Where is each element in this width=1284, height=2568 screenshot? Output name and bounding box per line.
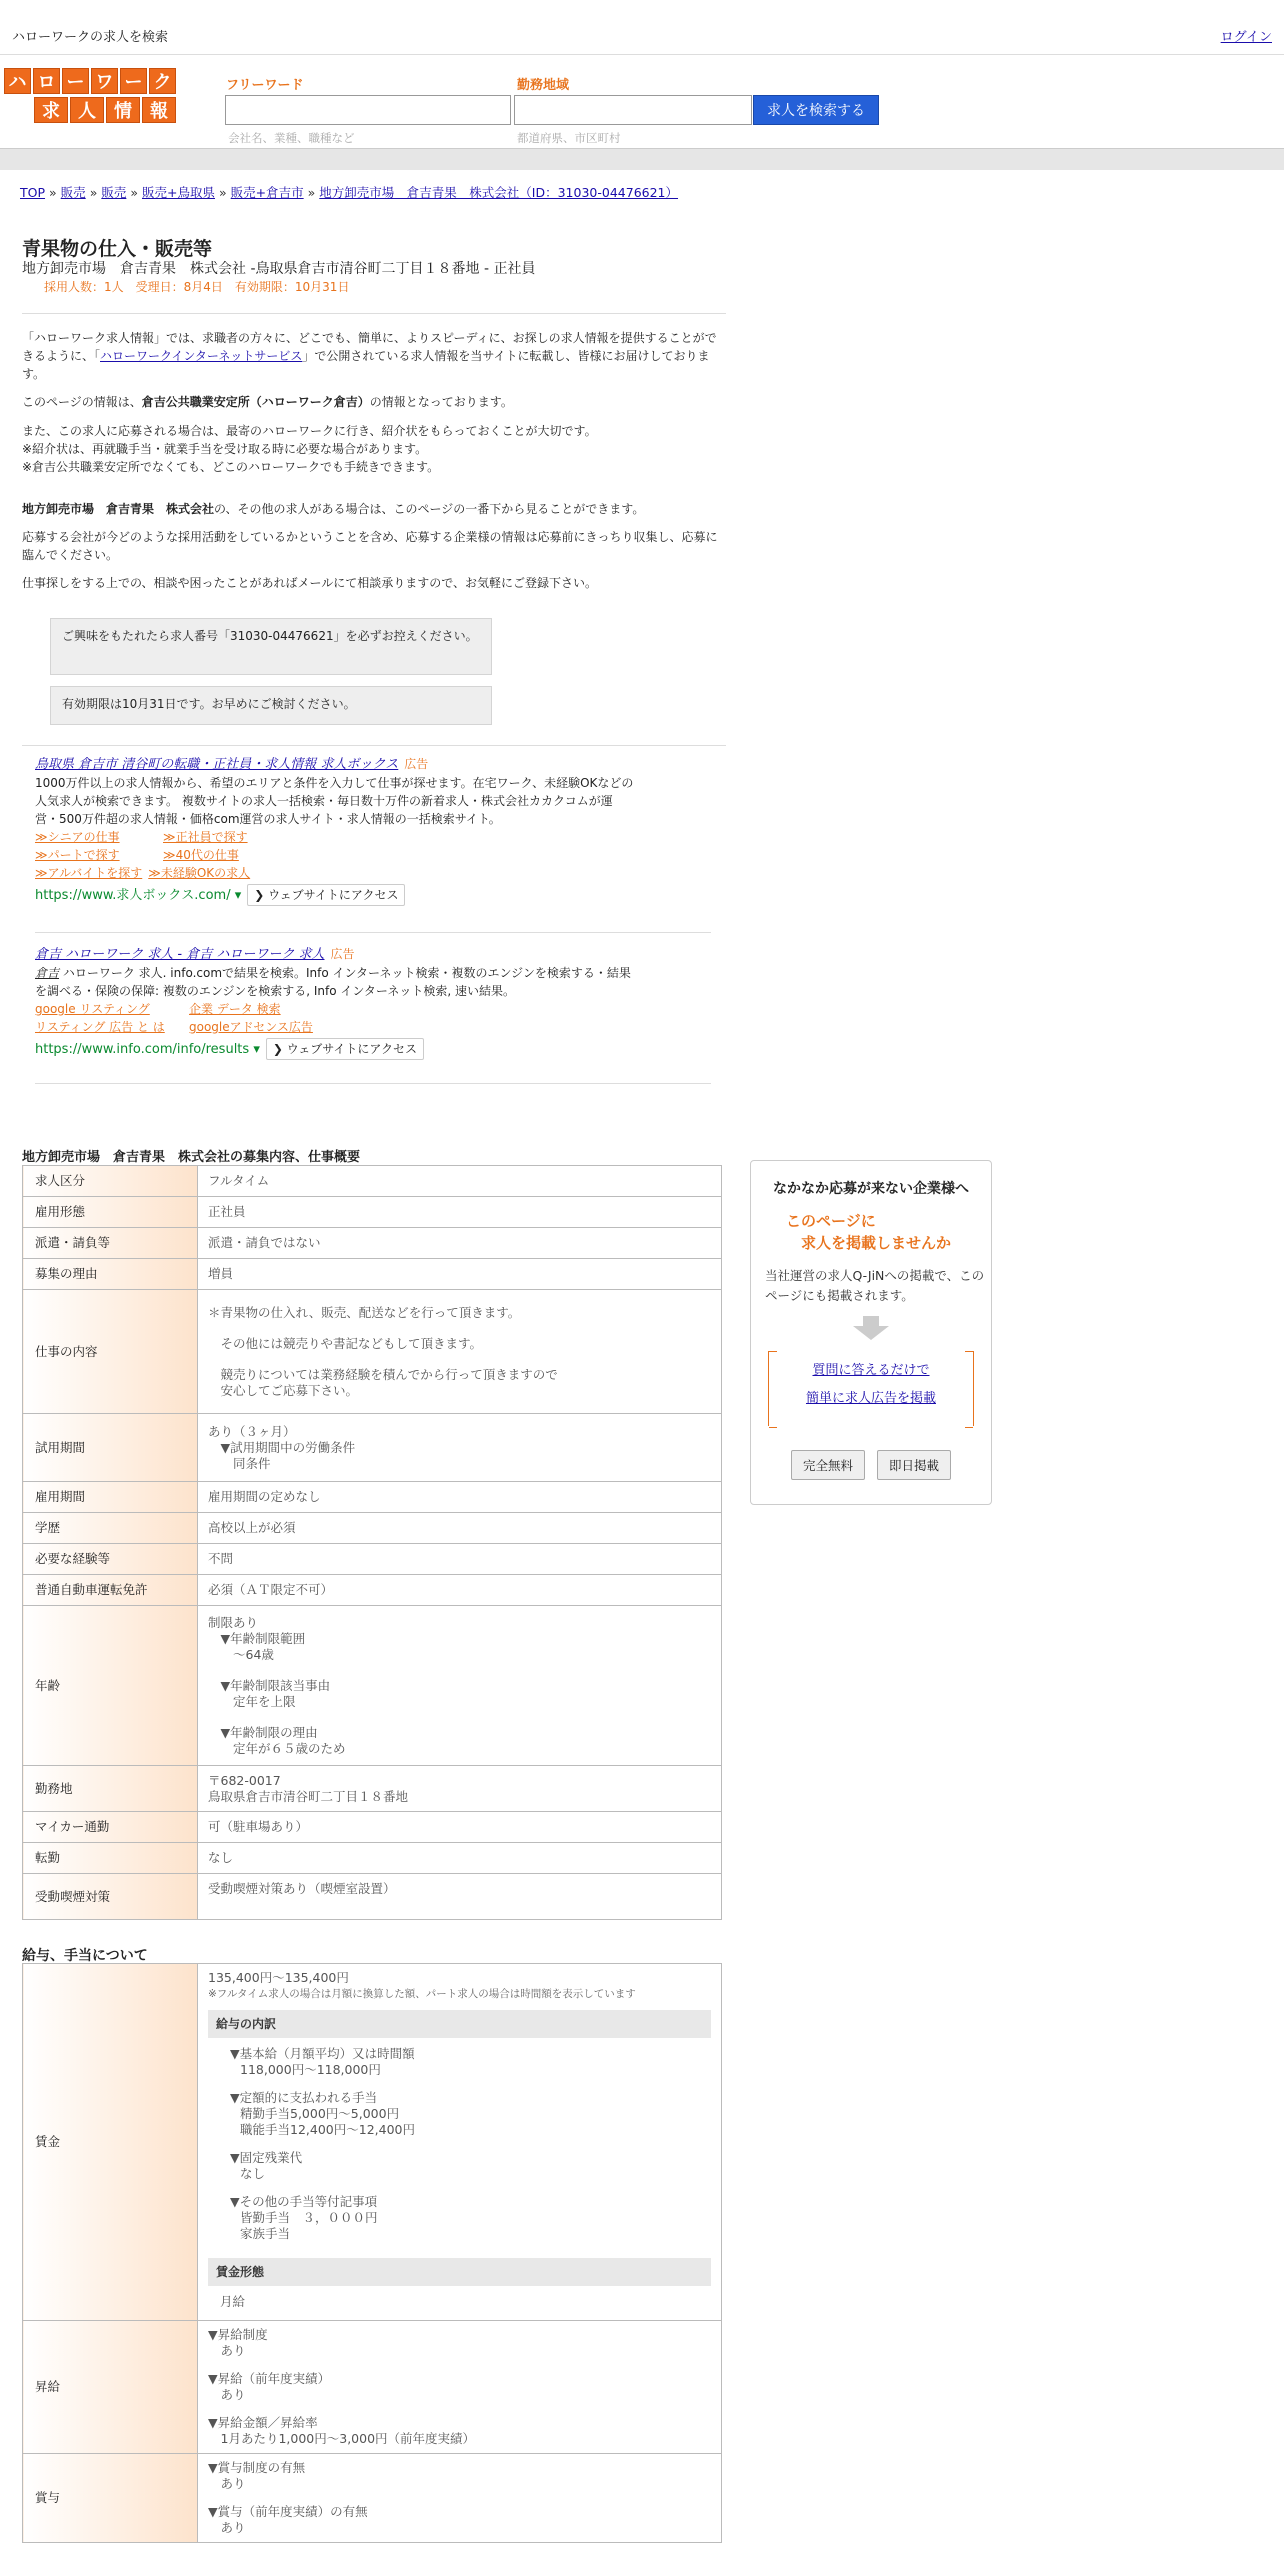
ad-sitelink[interactable]: ≫未経験OKの求人 (148, 866, 251, 880)
visit-website-label: ウェブサイトにアクセス (286, 1042, 418, 1056)
site-caption: ハローワークの求人を検索 (12, 30, 169, 45)
breadcrumb-link[interactable]: 販売 (101, 185, 127, 200)
same-day-posting-button[interactable]: 即日掲載 (877, 1450, 951, 1480)
visit-website-label: ウェブサイトにアクセス (268, 888, 399, 902)
sidebar-heading: なかなか応募が来ない企業様へ (773, 1181, 969, 1197)
ad-title-link[interactable]: 倉吉 ハローワーク 求人 - 倉吉 ハローワーク 求人 (35, 947, 325, 962)
breakdown-heading: 給与の内訳 (208, 2010, 711, 2038)
breakdown-group (230, 2090, 711, 2138)
row-label: 派遣・請負等 (23, 1228, 198, 1259)
row-value (198, 1197, 722, 1228)
breakdown-group (230, 2194, 711, 2242)
ad-block (35, 945, 655, 1060)
pay-form-value: 月給 (220, 2294, 246, 2309)
area-hint: 都道府県、市区町村 (517, 131, 621, 145)
summary-row (23, 1414, 722, 1482)
breadcrumb (20, 183, 678, 201)
value-line: 〜64歳 (208, 1646, 274, 1662)
row-label: マイカー通勤 (23, 1812, 198, 1843)
breakdown-line: なし (240, 2166, 266, 2181)
row-label: 雇用形態 (23, 1197, 198, 1228)
row-label: 勤務地 (23, 1766, 198, 1812)
ad-description: 1000万件以上の求人情報から、希望のエリアと条件を入力して仕事が探せます。在宅ワーク、未経験OKなどの人気求人が検索できます。 複数サイトの求人一括検索・毎日数十万件の新着求人・株式会社カカクコムが運営・500万件超の求人情報・価格com運営の求人サイト・求人情報の一括検索サイト。 (35, 776, 634, 826)
summary-row (23, 1544, 722, 1575)
ad-sitelink[interactable]: ≫正社員で探す (163, 830, 248, 844)
company-name: 地方卸売市場 倉吉青果 株式会社 (22, 502, 215, 516)
ad-sitelink[interactable]: ≫シニアの仕事 (35, 830, 120, 844)
summary-row (23, 1606, 722, 1766)
divider (22, 313, 726, 314)
row-value (198, 1766, 722, 1812)
row-label: 求人区分 (23, 1166, 198, 1197)
row-value (198, 1544, 722, 1575)
row-value (198, 1482, 722, 1513)
divider (35, 1083, 711, 1084)
source-text: このページの情報は、 (22, 395, 142, 409)
referral-line: ※紹介状は、再就職手当・就業手当を受け取る時に必要な場合があります。 (22, 442, 428, 456)
value-line: あり（３ヶ月） (208, 1423, 296, 1439)
page-title: 青果物の仕入・販売等 (22, 238, 213, 260)
row-value (198, 1575, 722, 1606)
logo-char: ハ (4, 68, 31, 94)
summary-row (23, 1197, 722, 1228)
referral-line: ※倉吉公共職業安定所でなくても、どこのハローワークでも手続きできます。 (22, 460, 440, 474)
logo-char: 人 (70, 97, 104, 123)
deadline-notice: 有効期限は10月31日です。お早めにご検討ください。 (50, 686, 492, 725)
login-link[interactable]: ログイン (1220, 30, 1272, 45)
value-line (208, 2359, 711, 2371)
logo-char: ー (62, 68, 89, 94)
value-line: ▼年齢制限の理由 (208, 1724, 318, 1740)
summary-row (23, 1575, 722, 1606)
search-button[interactable]: 求人を検索する (753, 95, 879, 125)
value-line (208, 2403, 711, 2415)
breadcrumb-link[interactable]: 地方卸売市場 倉吉青果 株式会社（ID：31030-04476621） (319, 185, 679, 200)
summary-row (23, 1166, 722, 1197)
breakdown-group (230, 2046, 711, 2078)
logo-row-top (4, 68, 180, 94)
bonus-cell (198, 2454, 722, 2543)
ad-sitelink[interactable]: 企業 データ 検索 (189, 1002, 281, 1016)
logo-char: 求 (34, 97, 68, 123)
value-line: ＊青果物の仕入れ、販売、配送などを行って頂きます。 (208, 1304, 521, 1320)
breakdown-line: ▼定額的に支払われる手当 (230, 2090, 378, 2105)
salary-breakdown (208, 2038, 711, 2258)
raise-cell (198, 2321, 722, 2454)
value-line: 定年を上限 (208, 1693, 296, 1709)
breadcrumb-separator: » (130, 185, 139, 200)
row-value (198, 1259, 722, 1290)
value-line: 制限あり (208, 1614, 259, 1630)
breakdown-group (230, 2150, 711, 2182)
freeword-input[interactable] (225, 95, 511, 125)
logo-char: ロ (33, 68, 60, 94)
arrow-down-icon (851, 1316, 891, 1340)
logo-row-bottom (4, 97, 180, 123)
row-label: 雇用期間 (23, 1482, 198, 1513)
apply-advice: 応募する会社が今どのような採用活動をしているかということを含め、応募する企業様の情報は応募前にきっちり収集し、応募に臨んでください。 (22, 530, 718, 562)
post-job-ad-link[interactable]: 簡単に求人広告を掲載 (805, 1391, 936, 1406)
breadcrumb-separator: » (219, 185, 227, 200)
ad-url[interactable]: https://www.求人ボックス.com/ (35, 888, 231, 903)
chevron-down-icon[interactable]: ▾ (249, 1042, 260, 1057)
logo-char: ク (149, 68, 176, 94)
value-line: ▼昇給制度 (208, 2327, 268, 2342)
ad-description-keyword: 倉吉 (35, 966, 60, 980)
sidebar-links (768, 1351, 974, 1426)
value-line: 受動喫煙対策あり（喫煙室設置） (208, 1881, 396, 1896)
wage-row-bonus (23, 2454, 722, 2543)
chevron-down-icon[interactable]: ▾ (230, 888, 242, 903)
ad-sitelink[interactable]: ≫アルバイトを探す (35, 866, 143, 880)
row-value (198, 1513, 722, 1544)
value-line: あり (208, 2343, 246, 2358)
logo-char: ー (120, 68, 147, 94)
value-line: あり (208, 2387, 246, 2402)
value-line: 正社員 (208, 1204, 246, 1219)
company-subtitle: 地方卸売市場 倉吉青果 株式会社 -鳥取県倉吉市清谷町二丁目１８番地 - 正社員 (22, 261, 536, 277)
other-jobs-paragraph (22, 500, 722, 518)
ad-block (35, 755, 655, 906)
breadcrumb-link[interactable]: 販売 (60, 185, 86, 200)
row-label: 仕事の内容 (23, 1290, 198, 1414)
source-office-paragraph (22, 393, 722, 411)
divider (35, 932, 711, 933)
value-line: 鳥取県倉吉市清谷町二丁目１８番地 (208, 1788, 409, 1804)
ad-description (35, 964, 635, 1000)
consult-text: 仕事探しをする上での、相談や困ったことがあればメールにて相談承りますので、お気軽にご登録下さい。 (22, 576, 598, 590)
row-value (198, 1228, 722, 1259)
breakdown-line: ▼その他の手当等付記事項 (230, 2194, 378, 2209)
visit-website-button[interactable] (247, 884, 405, 906)
freeword-label: フリーワード (226, 78, 304, 93)
value-line: ▼賞与（前年度実績）の有無 (208, 2504, 368, 2519)
value-line: 可（駐車場あり） (208, 1819, 309, 1834)
value-line: 安心してご応募下さい。 (208, 1382, 359, 1398)
recruit-ad-sidebar (750, 1160, 992, 1505)
breakdown-line: 精勤手当5,000円〜5,000円 (240, 2106, 400, 2121)
summary-row (23, 1228, 722, 1259)
free-of-charge-button[interactable]: 完全無料 (791, 1450, 865, 1480)
summary-row (23, 1513, 722, 1544)
office-name: 倉吉公共職業安定所（ハローワーク倉吉） (141, 395, 370, 409)
value-line: 定年が６５歳のため (208, 1740, 346, 1756)
job-meta: 採用人数：1人 受理日：8月4日 有効期限：10月31日 (44, 280, 350, 294)
summary-row (23, 1812, 722, 1843)
value-line (208, 1663, 711, 1678)
row-value (198, 1812, 722, 1843)
row-label: 募集の理由 (23, 1259, 198, 1290)
value-line: ▼年齢制限範囲 (208, 1630, 306, 1646)
job-number-notice: ご興味をもたれたら求人番号「31030-04476621」を必ずお控えください。 (50, 618, 492, 675)
referral-notice (22, 422, 722, 476)
freeword-hint: 会社名、業種、職種など (228, 131, 355, 145)
ad-url[interactable]: https://www.info.com/info/results (35, 1042, 250, 1057)
breakdown-line: 家族手当 (240, 2226, 291, 2241)
logo-char: ワ (91, 68, 118, 94)
wage-row-salary (23, 1964, 722, 2321)
value-line: フルタイム (208, 1173, 270, 1188)
value-line: 雇用期間の定めなし (208, 1489, 321, 1504)
visit-website-button[interactable] (266, 1038, 424, 1060)
row-label: 転勤 (23, 1843, 198, 1874)
row-value (198, 1874, 722, 1920)
post-easily-link[interactable]: 質問に答えるだけで (812, 1363, 930, 1378)
breakdown-line: ▼基本給（月額平均）又は時間額 (230, 2046, 415, 2061)
intro-text: 「ハローワーク求人情報」では、求職者の方々に、どこでも、簡単に、よりスピーディに、お探しの求人情報を提供することができるように、「 (22, 331, 717, 363)
catch-line: このページに (786, 1212, 876, 1230)
ad-badge: 広告 (404, 757, 429, 771)
referral-line: また、この求人に応募される場合は、最寄のハローワークに行き、紹介状をもらっておくことが大切です。 (22, 424, 597, 438)
sidebar-description: 当社運営の求人Q-JiNへの掲載で、このページにも掲載されます。 (765, 1268, 985, 1303)
other-jobs-text: の、その他の求人がある場合は、このページの一番下から見ることができます。 (214, 502, 645, 516)
row-label: 試用期間 (23, 1414, 198, 1482)
area-label: 勤務地域 (517, 78, 570, 93)
row-label: 受動喫煙対策 (23, 1874, 198, 1920)
row-label: 年齢 (23, 1606, 198, 1766)
breakdown-line: 皆勤手当 ３，０００円 (240, 2210, 378, 2225)
value-line (208, 1897, 711, 1912)
row-label: 昇給 (23, 2321, 198, 2454)
value-line: あり (208, 2476, 246, 2491)
summary-row (23, 1874, 722, 1920)
breadcrumb-separator: » (307, 185, 316, 200)
logo-char: 情 (106, 97, 140, 123)
row-value (198, 1290, 722, 1414)
breadcrumb-link[interactable]: 販売+倉吉市 (230, 185, 304, 200)
value-line: ▼昇給金額／昇給率 (208, 2415, 318, 2430)
breadcrumb-separator: » (89, 185, 98, 200)
salary-cell (198, 1964, 722, 2321)
row-value (198, 1843, 722, 1874)
sidebar-catchphrase (751, 1210, 991, 1254)
value-line (208, 1352, 711, 1367)
ad-description-text: ハローワーク 求人. info.comで結果を検索。Info インターネット検索・複数のエンジンを検索する・結果を調べる・保険の保障: 複数のエンジンを検索する, Info インターネット検索, 速い結果。 (35, 966, 631, 998)
header-divider-band (0, 148, 1284, 170)
breakdown-line: 118,000円〜118,000円 (240, 2062, 381, 2077)
value-line: 必須（ＡＴ限定不可） (208, 1582, 334, 1597)
intro-paragraph (22, 329, 722, 383)
value-line: 派遣・請負ではない (208, 1235, 321, 1250)
value-line: ▼年齢制限該当事由 (208, 1677, 331, 1693)
breakdown-line: ▼固定残業代 (230, 2150, 303, 2165)
row-value (198, 1166, 722, 1197)
chevron-right-icon: ❯ (254, 888, 269, 902)
value-line: 〒682-0017 (208, 1772, 281, 1788)
hellowork-logo[interactable] (4, 68, 180, 123)
ad-sitelink[interactable]: ≫パートで探す (35, 848, 120, 862)
summary-row (23, 1259, 722, 1290)
divider (22, 745, 726, 746)
summary-row (23, 1843, 722, 1874)
salary-note: ※フルタイム求人の場合は月額に換算した額、パート求人の場合は時間額を表示しています (208, 1988, 636, 2000)
row-label: 賞与 (23, 2454, 198, 2543)
value-line (208, 2492, 711, 2504)
breadcrumb-link[interactable]: TOP (20, 185, 46, 200)
salary-range: 135,400円〜135,400円 (208, 1970, 349, 1985)
row-value (198, 1606, 722, 1766)
ad-sitelink[interactable]: ≫40代の仕事 (163, 848, 239, 862)
value-line: 競売りについては業務経験を積んでから行って頂きますので (208, 1366, 558, 1382)
value-line: ▼昇給（前年度実績） (208, 2371, 331, 2386)
hellowork-internet-service-link[interactable]: ハローワークインターネットサービス (100, 349, 303, 363)
value-line (208, 1321, 711, 1336)
wage-heading: 給与、手当について (22, 1948, 148, 1964)
summary-row (23, 1290, 722, 1414)
value-line: 増員 (208, 1266, 234, 1281)
chevron-right-icon: ❯ (272, 1042, 287, 1056)
logo-char: 報 (142, 97, 176, 123)
ad-badge: 広告 (330, 947, 355, 961)
value-line (208, 1710, 711, 1725)
job-summary-table (22, 1165, 722, 1920)
row-label: 必要な経験等 (23, 1544, 198, 1575)
value-line: あり (208, 2520, 246, 2535)
value-line: ▼試用期間中の労働条件 (208, 1439, 356, 1455)
row-label: 学歴 (23, 1513, 198, 1544)
ad-title-link[interactable]: 鳥取県 倉吉市 清谷町の転職・正社員・求人情報 求人ボックス (35, 757, 399, 772)
top-bar (0, 0, 1284, 55)
area-input[interactable] (514, 95, 752, 125)
value-line: 高校以上が必須 (208, 1520, 296, 1535)
wage-row-raise (23, 2321, 722, 2454)
breakdown-line: 職能手当12,400円〜12,400円 (240, 2122, 415, 2137)
row-value (198, 1414, 722, 1482)
pay-form-heading: 賃金形態 (208, 2258, 711, 2286)
row-label: 賃金 (23, 1964, 198, 2321)
catch-line: 求人を掲載しませんか (801, 1234, 952, 1252)
row-label: 普通自動車運転免許 (23, 1575, 198, 1606)
value-line: 不問 (208, 1551, 234, 1566)
value-line: なし (208, 1850, 234, 1865)
value-line: 1月あたり1,000円〜3,000円（前年度実績） (208, 2431, 476, 2446)
wage-table (22, 1963, 722, 2543)
summary-row (23, 1766, 722, 1812)
ad-sitelink[interactable]: googleアドセンス広告 (189, 1020, 313, 1034)
intro-text-tail: 」で公開されている求人情報を当サイトに転載し、皆様にお届けしております。 (22, 349, 710, 381)
value-line: その他には競売りや書記などもして頂きます。 (208, 1335, 483, 1351)
breadcrumb-link[interactable]: 販売+鳥取県 (142, 185, 215, 200)
ad-sitelink[interactable]: google リスティング (35, 1002, 150, 1016)
source-text-tail: の情報となっております。 (369, 395, 513, 409)
ad-sitelink[interactable]: リスティング 広告 と は (35, 1020, 165, 1034)
breadcrumb-separator: » (49, 185, 57, 200)
value-line: ▼賞与制度の有無 (208, 2460, 306, 2475)
summary-heading: 地方卸売市場 倉吉青果 株式会社の募集内容、仕事概要 (22, 1150, 361, 1165)
value-line: 同条件 (208, 1455, 271, 1471)
summary-row (23, 1482, 722, 1513)
